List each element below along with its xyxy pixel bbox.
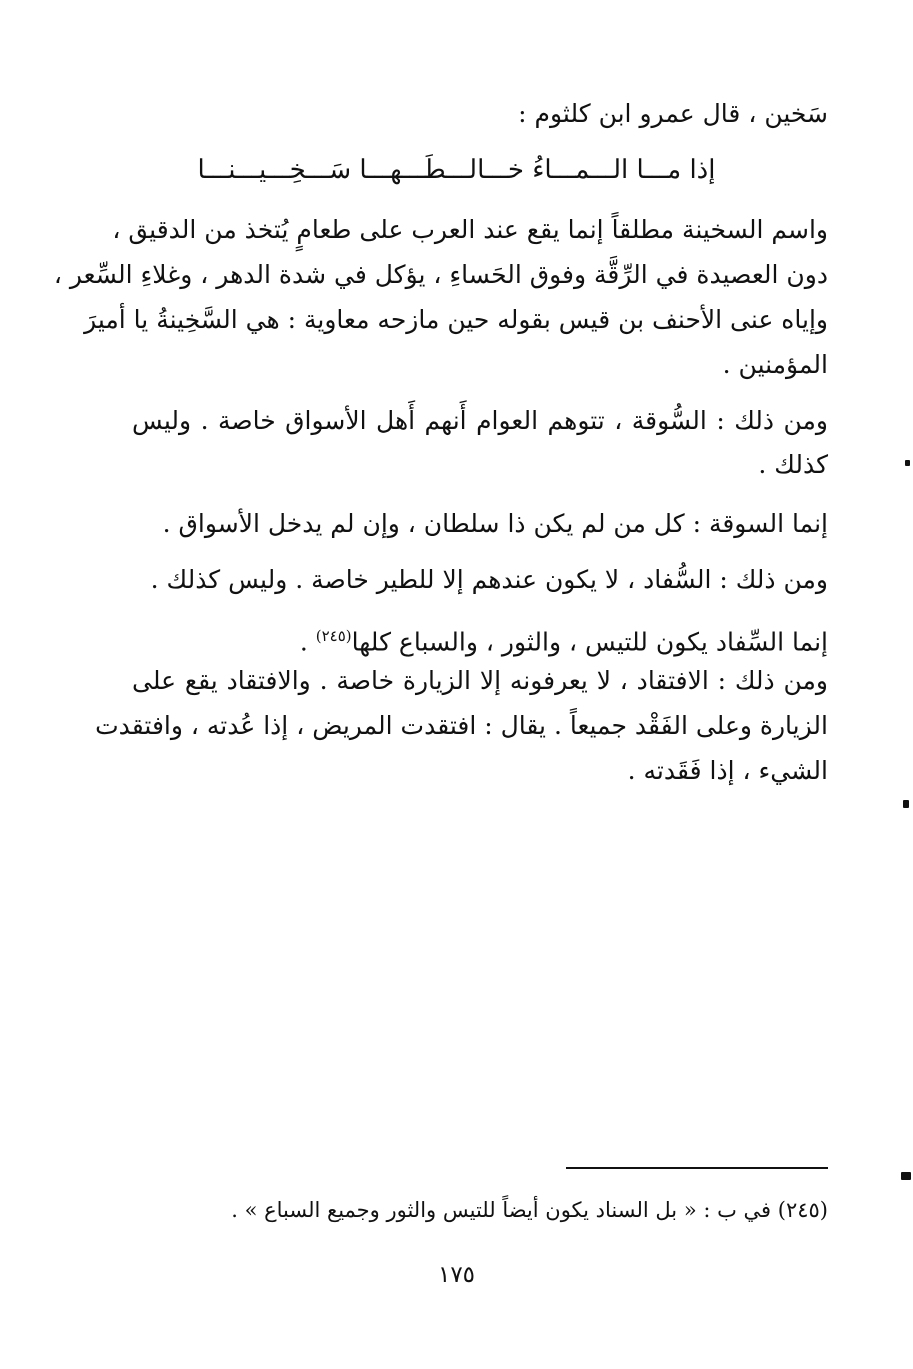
paragraph-text-end: . bbox=[299, 627, 316, 657]
scan-speck bbox=[903, 800, 909, 808]
paragraph-line: إنما السوقة : كل من لم يكن ذا سلطان ، وإن لم يدخل الأسواق . bbox=[162, 509, 828, 538]
paragraph-line: واسم السخينة مطلقاً إنما يقع عند العرب على طعامٍ يُتخذ من الدقيق ، bbox=[112, 215, 828, 244]
paragraph-line: ومن ذلك : السُّفاد ، لا يكون عندهم إلا للطير خاصة . وليس كذلك . bbox=[150, 565, 828, 594]
paragraph-text: إنما السِّفاد يكون للتيس ، والثور ، والسباع كلها bbox=[351, 627, 828, 657]
paragraph-line: الشيء ، إذا فَقَدته . bbox=[627, 756, 828, 785]
paragraph-line: كذلك . bbox=[758, 450, 828, 479]
paragraph-line: المؤمنين . bbox=[722, 350, 828, 379]
scan-speck bbox=[905, 460, 910, 466]
page-number: ١٧٥ bbox=[437, 1262, 476, 1288]
paragraph-line: ومن ذلك : السُّوقة ، تتوهم العوام أَنهم أَهل الأسواق خاصة . وليس bbox=[132, 406, 828, 435]
paragraph-line: وإياه عنى الأحنف بن قيس بقوله حين مازحه معاوية : هي السَّخِينةُ يا أميرَ bbox=[84, 305, 828, 334]
footnote-text: (٢٤٥) في ب : « بل السناد يكون أيضاً للتيس والثور وجميع السباع » . bbox=[231, 1198, 828, 1222]
paragraph-line: ومن ذلك : الافتقاد ، لا يعرفونه إلا الزيارة خاصة . والافتقاد يقع على bbox=[132, 666, 828, 695]
footnote-reference: (٢٤٥) bbox=[315, 627, 352, 645]
paragraph-line: دون العصيدة في الرِّقَّة وفوق الحَساءِ ، يؤكل في شدة الدهر ، وغلاءِ السِّعر ، bbox=[53, 260, 828, 289]
paragraph-line bbox=[300, 618, 828, 660]
scan-speck bbox=[901, 1172, 911, 1180]
poem-verse: إذا مـــا الـــمـــاءُ خـــالـــطَـــهـــا سَـــخِـــيـــنـــا bbox=[197, 155, 716, 185]
footnote-divider bbox=[566, 1167, 828, 1169]
intro-line: سَخين ، قال عمرو ابن كلثوم : bbox=[518, 99, 828, 128]
paragraph-line: الزيارة وعلى الفَقْد جميعاً . يقال : افتقدت المريض ، إذا عُدته ، وافتقدت bbox=[95, 711, 828, 740]
